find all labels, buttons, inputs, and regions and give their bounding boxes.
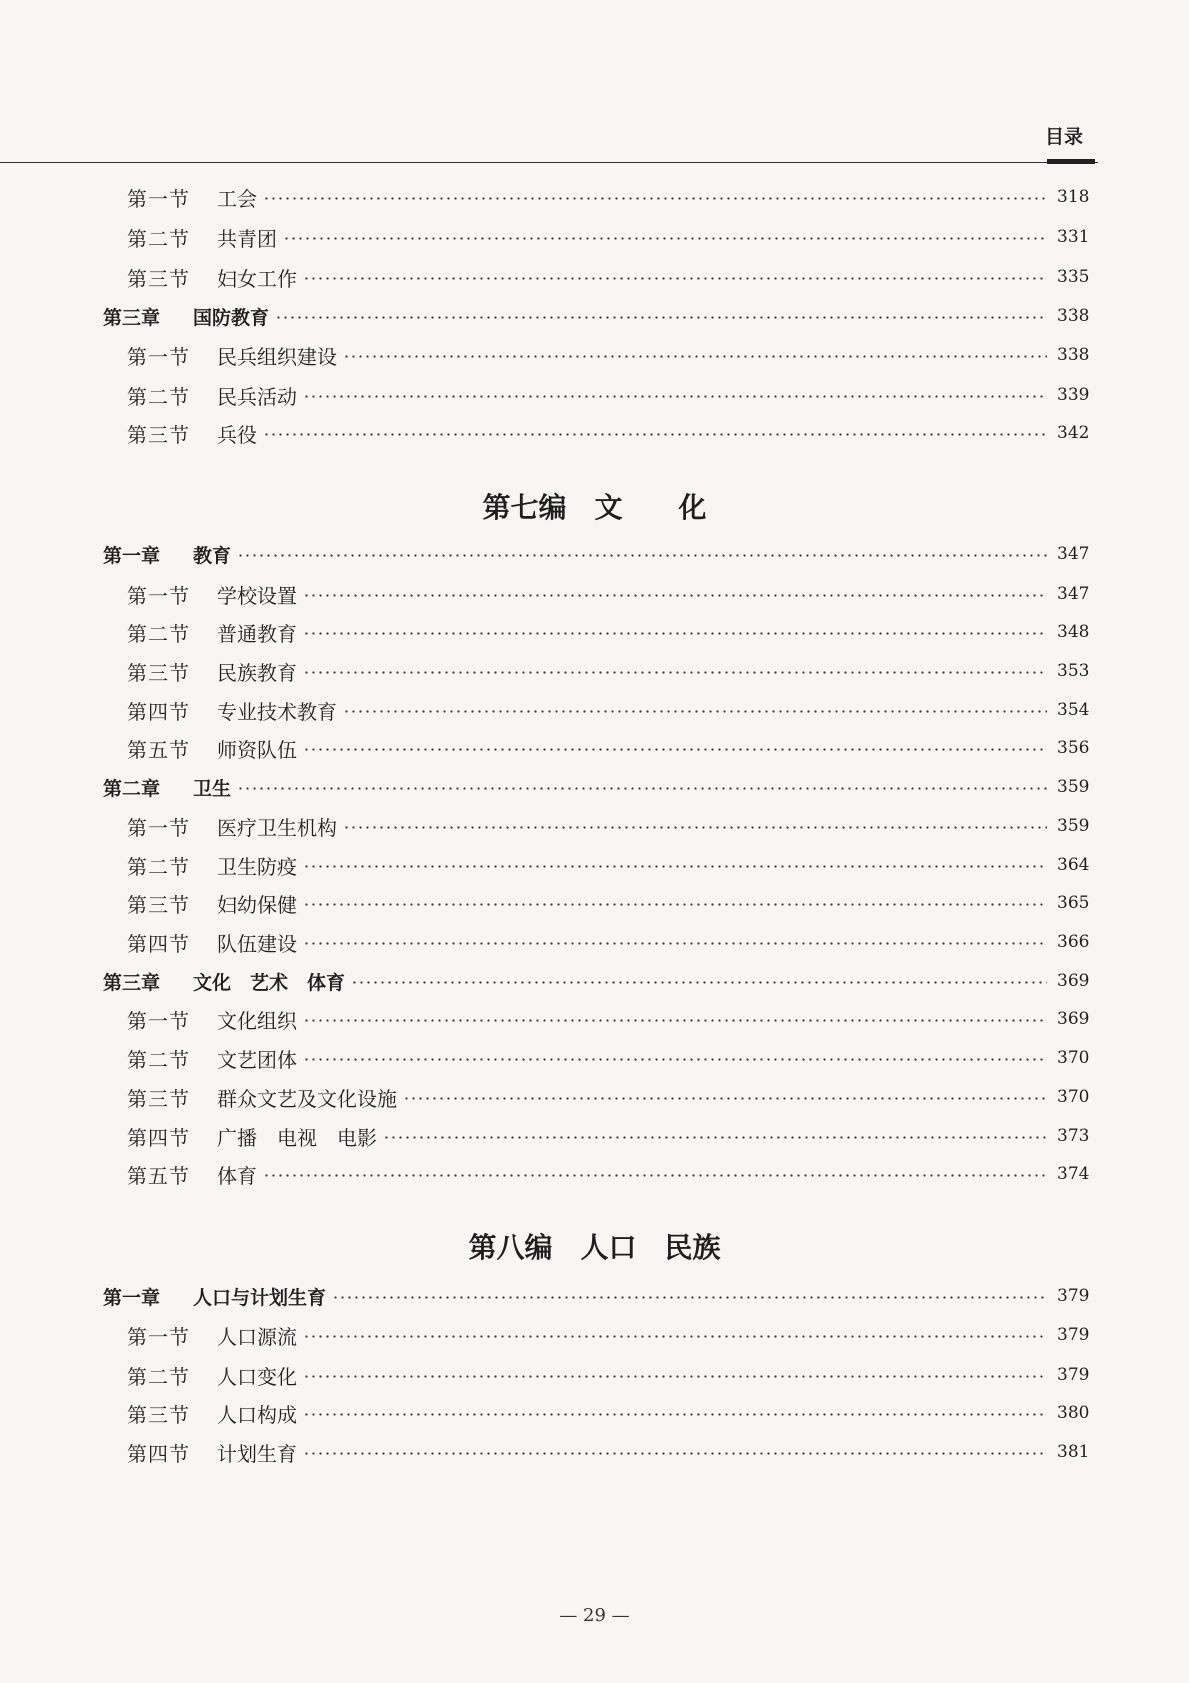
dot-leader [303,1058,1047,1061]
dot-leader [263,1174,1047,1177]
toc-entry-title: 专业技术教育 [217,699,337,724]
dot-leader [303,632,1047,635]
toc-entry-page-number: 342 [1057,423,1090,443]
toc-entry-label: 第一节 [127,1324,190,1349]
dot-leader [303,1019,1047,1022]
toc-entry-title: 群众文艺及文化设施 [217,1086,397,1111]
toc-entry-label: 第二节 [127,1047,190,1072]
toc-entry-title: 人口变化 [217,1364,297,1389]
toc-entry-title: 人口构成 [217,1402,297,1427]
toc-section-entry [0,380,1189,410]
toc-section-entry [0,418,1189,448]
toc-entry-page-number: 359 [1057,816,1090,836]
toc-entry-page-number: 347 [1057,544,1090,564]
toc-entry-label: 第五节 [127,737,190,762]
toc-chapter-entry [0,539,1189,569]
toc-entry-label: 第二节 [127,621,190,646]
toc-entry-label: 第二节 [127,1364,190,1389]
toc-entry-page-number: 370 [1057,1087,1090,1107]
toc-section-entry [0,888,1189,918]
toc-entry-page-number: 356 [1057,738,1090,758]
toc-section-entry [0,1320,1189,1350]
toc-entry-title: 文化组织 [217,1008,297,1033]
page-number: — 29 — [559,1605,630,1626]
toc-section-entry [0,1043,1189,1073]
dot-leader [263,197,1047,200]
toc-entry-page-number: 339 [1057,385,1090,405]
dot-leader [303,1375,1047,1378]
toc-entry-label: 第一节 [127,344,190,369]
toc-section-entry [0,1004,1189,1034]
dot-leader [283,237,1047,240]
toc-entry-page-number: 374 [1057,1164,1090,1184]
dot-leader [403,1097,1047,1100]
toc-entry-page-number: 347 [1057,584,1090,604]
toc-entry-page-number: 370 [1057,1048,1090,1068]
dot-leader [303,865,1047,868]
toc-entry-page-number: 379 [1057,1325,1090,1345]
toc-section-entry [0,1121,1189,1151]
toc-entry-label: 第三节 [127,266,190,291]
toc-chapter-entry [0,772,1189,802]
toc-section-entry [0,617,1189,647]
dot-leader [343,826,1047,829]
dot-leader [332,1296,1047,1299]
toc-entry-title: 民兵组织建设 [217,344,337,369]
dot-leader [303,277,1047,280]
dot-leader [263,433,1047,436]
toc-entry-title: 民族教育 [217,660,297,685]
toc-entry-title: 文化 艺术 体育 [193,971,346,994]
toc-entry-page-number: 353 [1057,661,1090,681]
toc-entry-label: 第三节 [127,1402,190,1427]
toc-entry-title: 民兵活动 [217,384,297,409]
toc-entry-title: 文艺团体 [217,1047,297,1072]
toc-entry-label: 第一节 [127,583,190,608]
toc-entry-label: 第三节 [127,892,190,917]
toc-entry-label: 第五节 [127,1163,190,1188]
toc-entry-label: 第一节 [127,1008,190,1033]
toc-entry-label: 第四节 [127,931,190,956]
toc-section-entry [0,182,1189,212]
dot-leader [343,355,1047,358]
toc-entry-page-number: 379 [1057,1286,1090,1306]
toc-section-entry [0,695,1189,725]
toc-entry-page-number: 380 [1057,1403,1090,1423]
toc-entry-title: 人口源流 [217,1324,297,1349]
dot-leader [383,1136,1047,1139]
toc-entry-page-number: 331 [1057,227,1090,247]
toc-section-entry [0,222,1189,252]
toc-entry-label: 第四节 [127,1441,190,1466]
dot-leader [237,787,1047,790]
toc-section-entry [0,1360,1189,1390]
toc-entry-title: 队伍建设 [217,931,297,956]
toc-section-entry [0,811,1189,841]
toc-entry-page-number: 338 [1057,306,1090,326]
header-rule [0,162,1098,163]
toc-entry-page-number: 381 [1057,1442,1090,1462]
dot-leader [343,710,1047,713]
toc-chapter-entry [0,966,1189,996]
toc-section-entry [0,1159,1189,1189]
toc-section-entry [0,262,1189,292]
toc-entry-title: 妇幼保健 [217,892,297,917]
toc-entry-label: 第三章 [103,971,161,994]
toc-entry-title: 兵役 [217,422,257,447]
toc-entry-page-number: 335 [1057,267,1090,287]
toc-entry-title: 体育 [217,1163,257,1188]
toc-entry-page-number: 338 [1057,345,1090,365]
dot-leader [275,316,1047,319]
toc-entry-title: 广播 电视 电影 [217,1125,377,1150]
toc-entry-label: 第二节 [127,854,190,879]
toc-entry-page-number: 365 [1057,893,1090,913]
toc-section-entry [0,340,1189,370]
toc-section-entry [0,656,1189,686]
toc-entry-label: 第四节 [127,699,190,724]
header-rule-tab [1047,159,1095,164]
toc-section-entry [0,1437,1189,1467]
toc-section-entry [0,1082,1189,1112]
dot-leader [303,1413,1047,1416]
toc-entry-title: 共青团 [217,226,277,251]
dot-leader [237,554,1047,557]
toc-entry-page-number: 364 [1057,855,1090,875]
toc-entry-page-number: 369 [1057,971,1090,991]
toc-entry-page-number: 369 [1057,1009,1090,1029]
toc-entry-title: 医疗卫生机构 [217,815,337,840]
toc-entry-label: 第二节 [127,384,190,409]
toc-entry-label: 第三章 [103,306,161,329]
toc-entry-title: 计划生育 [217,1441,297,1466]
toc-entry-title: 师资队伍 [217,737,297,762]
toc-entry-label: 第三节 [127,660,190,685]
running-header-title: 目录 [1045,126,1084,148]
dot-leader [303,1335,1047,1338]
toc-entry-title: 国防教育 [193,306,270,329]
toc-section-entry [0,927,1189,957]
dot-leader [303,671,1047,674]
toc-section-entry [0,733,1189,763]
toc-entry-label: 第一节 [127,186,190,211]
toc-section-entry [0,579,1189,609]
toc-entry-page-number: 348 [1057,622,1090,642]
part-heading: 第七编 文 化 [482,491,707,524]
toc-entry-label: 第一节 [127,815,190,840]
toc-entry-page-number: 359 [1057,777,1090,797]
toc-chapter-entry [0,1281,1189,1311]
toc-entry-label: 第一章 [103,544,161,567]
toc-entry-label: 第二章 [103,777,161,800]
toc-entry-page-number: 379 [1057,1365,1090,1385]
toc-entry-title: 卫生防疫 [217,854,297,879]
dot-leader [303,1452,1047,1455]
dot-leader [303,594,1047,597]
toc-entry-title: 学校设置 [217,583,297,608]
toc-entry-label: 第一章 [103,1286,161,1309]
dot-leader [303,903,1047,906]
toc-entry-title: 教育 [193,544,232,567]
toc-entry-title: 卫生 [193,777,232,800]
toc-entry-label: 第三节 [127,1086,190,1111]
toc-chapter-entry [0,301,1189,331]
toc-section-entry [0,850,1189,880]
dot-leader [303,942,1047,945]
toc-entry-label: 第三节 [127,422,190,447]
dot-leader [303,395,1047,398]
toc-section-entry [0,1398,1189,1428]
toc-entry-label: 第四节 [127,1125,190,1150]
toc-entry-title: 妇女工作 [217,266,297,291]
toc-entry-title: 普通教育 [217,621,297,646]
dot-leader [351,981,1047,984]
toc-entry-page-number: 354 [1057,700,1090,720]
part-heading: 第八编 人口 民族 [468,1231,721,1264]
dot-leader [303,748,1047,751]
toc-entry-page-number: 318 [1057,187,1090,207]
toc-entry-title: 工会 [217,186,257,211]
toc-entry-title: 人口与计划生育 [193,1286,327,1309]
toc-entry-label: 第二节 [127,226,190,251]
toc-entry-page-number: 373 [1057,1126,1090,1146]
toc-entry-page-number: 366 [1057,932,1090,952]
